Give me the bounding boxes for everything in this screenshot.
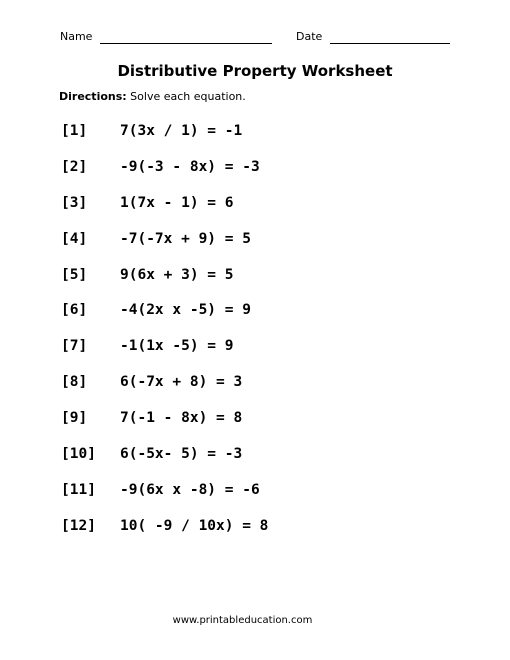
problem-item <box>61 113 481 149</box>
name-label: Name <box>60 30 93 43</box>
problem-equation: 6(-7x + 8) = 3 <box>120 374 243 391</box>
problem-item <box>61 149 481 185</box>
problem-item <box>61 472 481 508</box>
date-field <box>296 30 450 44</box>
problem-number: [12] <box>61 517 96 534</box>
problem-number: [10] <box>61 445 96 462</box>
problem-item <box>61 221 481 257</box>
problem-equation: -1(1x -5) = 9 <box>120 338 234 355</box>
date-label: Date <box>296 30 323 43</box>
problem-number: [6] <box>61 302 88 319</box>
problem-equation: -7(-7x + 9) = 5 <box>120 230 251 247</box>
page-title: Distributive Property Worksheet <box>117 62 393 80</box>
problem-number: [5] <box>61 266 88 283</box>
name-blank-line <box>100 32 272 44</box>
problem-number: [2] <box>61 158 88 175</box>
problem-number: [9] <box>61 410 88 427</box>
problem-item <box>61 364 481 400</box>
problem-item <box>61 185 481 221</box>
problem-item <box>61 328 481 364</box>
directions-label: Directions: <box>59 90 127 103</box>
problem-number: [11] <box>61 481 96 498</box>
name-field <box>60 30 272 44</box>
problem-number: [4] <box>61 230 88 247</box>
directions <box>59 90 246 104</box>
problem-number: [3] <box>61 194 88 211</box>
problem-equation: -9(-3 - 8x) = -3 <box>120 158 260 175</box>
problem-equation: 6(-5x- 5) = -3 <box>120 445 243 462</box>
problem-equation: -4(2x x -5) = 9 <box>120 302 251 319</box>
problem-equation: 7(3x / 1) = -1 <box>120 122 243 139</box>
problem-equation: 7(-1 - 8x) = 8 <box>120 410 243 427</box>
directions-text: Solve each equation. <box>130 90 246 103</box>
problem-equation: 1(7x - 1) = 6 <box>120 194 234 211</box>
problem-equation: -9(6x x -8) = -6 <box>120 481 260 498</box>
footer-url: www.printableducation.com <box>172 615 313 626</box>
problem-equation: 9(6x + 3) = 5 <box>120 266 234 283</box>
problem-number: [7] <box>61 338 88 355</box>
date-blank-line <box>330 32 450 44</box>
problem-item <box>61 508 481 544</box>
problem-number: [1] <box>61 122 88 139</box>
problem-item <box>61 400 481 436</box>
problem-number: [8] <box>61 374 88 391</box>
problem-item <box>61 257 481 293</box>
problem-item <box>61 436 481 472</box>
problem-equation: 10( -9 / 10x) = 8 <box>120 517 269 534</box>
problem-list <box>61 113 481 544</box>
problem-item <box>61 292 481 328</box>
